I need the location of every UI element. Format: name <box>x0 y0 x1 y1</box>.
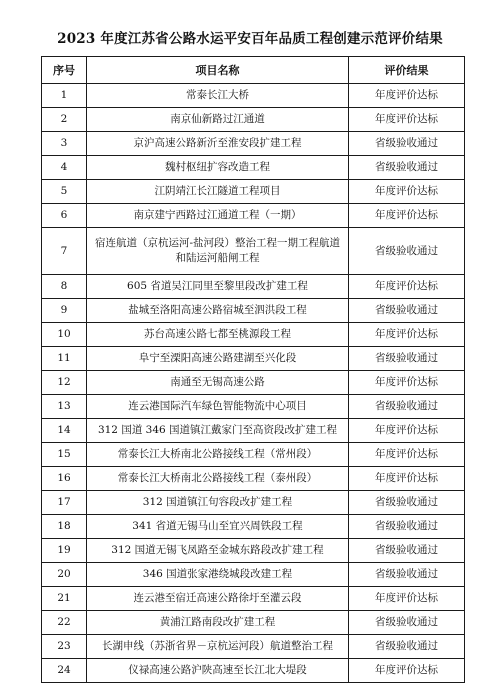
cell-evaluation-result: 省级验收通过 <box>349 491 465 515</box>
header-evaluation-result: 评价结果 <box>349 57 465 84</box>
cell-serial-number: 10 <box>42 323 87 347</box>
cell-evaluation-result: 年度评价达标 <box>349 108 465 132</box>
table-body <box>42 84 465 683</box>
cell-serial-number: 23 <box>42 635 87 659</box>
table-row <box>42 108 465 132</box>
cell-project-name: 宿连航道（京杭运河-盐河段）整治工程一期工程航道和陆运河船闸工程 <box>87 228 349 275</box>
table-row <box>42 563 465 587</box>
cell-evaluation-result: 省级验收通过 <box>349 132 465 156</box>
cell-evaluation-result: 年度评价达标 <box>349 467 465 491</box>
cell-serial-number: 2 <box>42 108 87 132</box>
table-row <box>42 299 465 323</box>
cell-project-name: 黄浦江路南段改扩建工程 <box>87 611 349 635</box>
cell-serial-number: 15 <box>42 443 87 467</box>
cell-project-name: 苏台高速公路七都至桃源段工程 <box>87 323 349 347</box>
cell-serial-number: 3 <box>42 132 87 156</box>
table-row <box>42 419 465 443</box>
cell-serial-number: 17 <box>42 491 87 515</box>
cell-project-name: 南京建宁西路过江通道工程（一期） <box>87 204 349 228</box>
cell-serial-number: 18 <box>42 515 87 539</box>
table-row <box>42 323 465 347</box>
cell-project-name: 312 国道无锡飞凤路至金城东路段改扩建工程 <box>87 539 349 563</box>
cell-evaluation-result: 年度评价达标 <box>349 659 465 683</box>
cell-evaluation-result: 省级验收通过 <box>349 515 465 539</box>
header-project-name: 项目名称 <box>87 57 349 84</box>
cell-evaluation-result: 年度评价达标 <box>349 84 465 108</box>
cell-evaluation-result: 省级验收通过 <box>349 539 465 563</box>
table-row <box>42 156 465 180</box>
cell-serial-number: 21 <box>42 587 87 611</box>
cell-evaluation-result: 省级验收通过 <box>349 635 465 659</box>
cell-serial-number: 7 <box>42 228 87 275</box>
cell-evaluation-result: 年度评价达标 <box>349 180 465 204</box>
cell-evaluation-result: 年度评价达标 <box>349 419 465 443</box>
cell-evaluation-result: 省级验收通过 <box>349 156 465 180</box>
cell-serial-number: 13 <box>42 395 87 419</box>
cell-project-name: 盐城至洛阳高速公路宿城至泗洪段工程 <box>87 299 349 323</box>
cell-serial-number: 12 <box>42 371 87 395</box>
cell-evaluation-result: 年度评价达标 <box>349 371 465 395</box>
cell-evaluation-result: 省级验收通过 <box>349 347 465 371</box>
table-row <box>42 180 465 204</box>
cell-serial-number: 22 <box>42 611 87 635</box>
cell-evaluation-result: 省级验收通过 <box>349 611 465 635</box>
cell-project-name: 常泰长江大桥南北公路接线工程（泰州段） <box>87 467 349 491</box>
cell-project-name: 南通至无锡高速公路 <box>87 371 349 395</box>
table-row <box>42 515 465 539</box>
cell-serial-number: 4 <box>42 156 87 180</box>
cell-evaluation-result: 年度评价达标 <box>349 323 465 347</box>
cell-evaluation-result: 省级验收通过 <box>349 299 465 323</box>
table-row <box>42 228 465 275</box>
table-row <box>42 635 465 659</box>
table-row <box>42 443 465 467</box>
table-row <box>42 539 465 563</box>
cell-evaluation-result: 省级验收通过 <box>349 395 465 419</box>
cell-evaluation-result: 省级验收通过 <box>349 228 465 275</box>
cell-project-name: 仪禄高速公路沪陕高速至长江北大堤段 <box>87 659 349 683</box>
table-row <box>42 611 465 635</box>
cell-project-name: 346 国道张家港绕城段改建工程 <box>87 563 349 587</box>
table-row <box>42 467 465 491</box>
header-serial-number: 序号 <box>42 57 87 84</box>
cell-project-name: 605 省道吴江同里至黎里段改扩建工程 <box>87 275 349 299</box>
table-row <box>42 347 465 371</box>
cell-evaluation-result: 年度评价达标 <box>349 443 465 467</box>
table-row <box>42 491 465 515</box>
cell-project-name: 长湖申线（苏浙省界－京杭运河段）航道整治工程 <box>87 635 349 659</box>
cell-project-name: 京沪高速公路新沂至淮安段扩建工程 <box>87 132 349 156</box>
table-row <box>42 371 465 395</box>
cell-project-name: 南京仙新路过江通道 <box>87 108 349 132</box>
results-table <box>41 56 465 683</box>
cell-serial-number: 16 <box>42 467 87 491</box>
table-row <box>42 587 465 611</box>
cell-project-name: 312 国道镇江句容段改扩建工程 <box>87 491 349 515</box>
cell-evaluation-result: 年度评价达标 <box>349 587 465 611</box>
cell-serial-number: 1 <box>42 84 87 108</box>
cell-project-name: 连云港国际汽车绿色智能物流中心项目 <box>87 395 349 419</box>
cell-serial-number: 19 <box>42 539 87 563</box>
cell-evaluation-result: 省级验收通过 <box>349 563 465 587</box>
cell-serial-number: 8 <box>42 275 87 299</box>
cell-serial-number: 24 <box>42 659 87 683</box>
cell-project-name: 魏村枢纽扩容改造工程 <box>87 156 349 180</box>
table-row <box>42 659 465 683</box>
cell-project-name: 阜宁至溧阳高速公路建湖至兴化段 <box>87 347 349 371</box>
cell-project-name: 312 国道 346 国道镇江戴家门至高资段改扩建工程 <box>87 419 349 443</box>
cell-project-name: 常泰长江大桥南北公路接线工程（常州段） <box>87 443 349 467</box>
table-row <box>42 395 465 419</box>
cell-project-name: 江阴靖江长江隧道工程项目 <box>87 180 349 204</box>
cell-serial-number: 20 <box>42 563 87 587</box>
document-title: 2023 年度江苏省公路水运平安百年品质工程创建示范评价结果 <box>57 31 443 47</box>
table-row <box>42 84 465 108</box>
table-row <box>42 204 465 228</box>
table-row <box>42 275 465 299</box>
cell-serial-number: 6 <box>42 204 87 228</box>
cell-serial-number: 5 <box>42 180 87 204</box>
cell-evaluation-result: 年度评价达标 <box>349 204 465 228</box>
table-header-row <box>42 57 465 84</box>
cell-project-name: 连云港至宿迁高速公路徐圩至灌云段 <box>87 587 349 611</box>
cell-project-name: 341 省道无锡马山至宜兴周铁段工程 <box>87 515 349 539</box>
cell-evaluation-result: 年度评价达标 <box>349 275 465 299</box>
cell-serial-number: 14 <box>42 419 87 443</box>
table-row <box>42 132 465 156</box>
cell-serial-number: 11 <box>42 347 87 371</box>
cell-serial-number: 9 <box>42 299 87 323</box>
cell-project-name: 常泰长江大桥 <box>87 84 349 108</box>
